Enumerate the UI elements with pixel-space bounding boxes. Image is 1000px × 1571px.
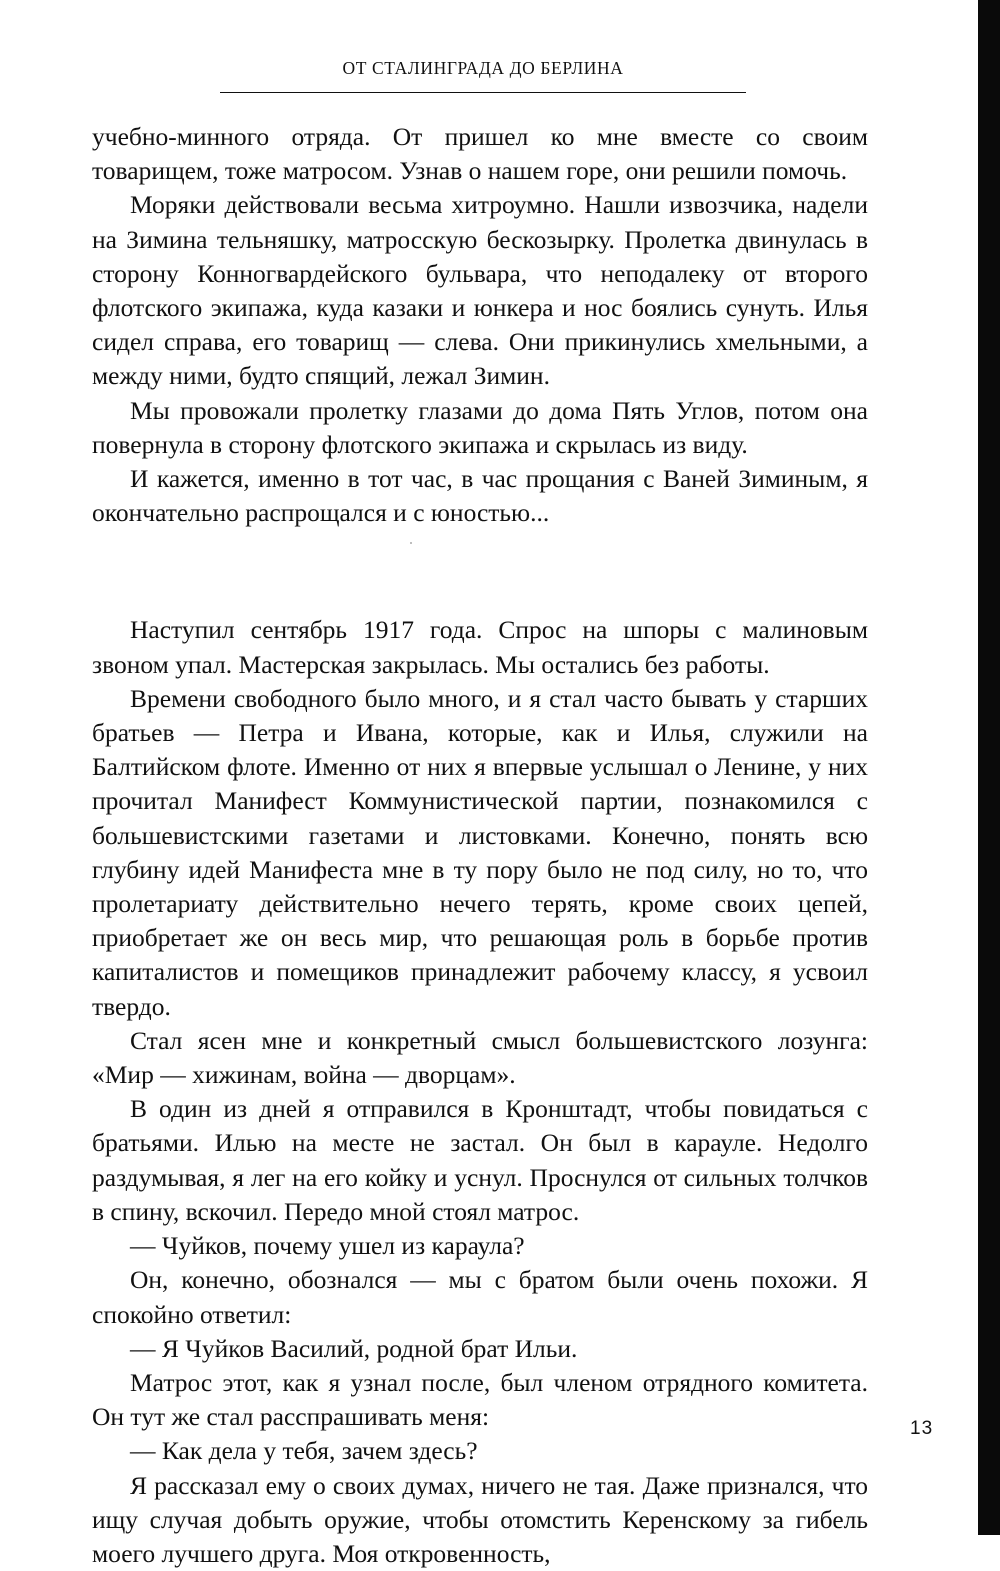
dialogue-line: — Как дела у тебя, зачем здесь? bbox=[130, 1436, 478, 1466]
paragraph: Времени свободного было много, и я стал часто бывать у старших братьев — Петра и Ивана, которые, как и Илья, служили на Балтийском флоте. Именно от них я впервые услышал о Ленине, у них прочитал Манифест Коммунистической партии, познакомился с большевистскими газетами и листовками. Конечно, понять всю глубину идей Манифеста мне в ту пору было не под силу, но то, что пролетариату действительно нечего терять, кроме своих цепей, приобретает же он весь мир, что решающая роль в борьбе против капиталистов и помещиков принадлежит рабочему классу, я усвоил твердо. bbox=[92, 683, 868, 1021]
section-break bbox=[92, 530, 868, 613]
header-rule bbox=[220, 92, 746, 93]
paragraph: И кажется, именно в тот час, в час прощания с Ваней Зиминым, я окончательно распрощался и с юностью... bbox=[92, 464, 868, 528]
body-text bbox=[92, 120, 868, 1571]
paragraph: учебно-минного отряда. От пришел ко мне вместе со своим товарищем, тоже матросом. Узнав о нашем горе, они решили помочь. bbox=[92, 122, 868, 186]
running-title: ОТ СТАЛИНГРАДА ДО БЕРЛИНА bbox=[342, 58, 624, 78]
paragraph: Мы провожали пролетку глазами до дома Пять Углов, потом она повернула в сторону флотского экипажа и скрылась из виду. bbox=[92, 395, 868, 459]
paragraph: Я рассказал ему о своих думах, ничего не тая. Даже признался, что ищу случая добыть оружие, чтобы отомстить Керенскому за гибель моего лучшего друга. Моя откровенность, bbox=[92, 1470, 868, 1568]
paragraph: В один из дней я отправился в Кронштадт, чтобы повидаться с братьями. Илью на месте не застал. Он был в карауле. Недолго раздумывая, я лег на его койку и уснул. Проснулся от сильных толчков в спину, вскочил. Передо мной стоял матрос. bbox=[92, 1094, 868, 1226]
dialogue-line: — Я Чуйков Василий, родной брат Ильи. bbox=[130, 1333, 578, 1363]
paragraph: Стал ясен мне и конкретный смысл большевистского лозунга: «Мир — хижинам, война — дворцам». bbox=[92, 1025, 868, 1090]
paragraph: Наступил сентябрь 1917 года. Спрос на шпоры с малиновым звоном упал. Мастерская закрылась. Мы остались без работы. bbox=[92, 615, 868, 679]
page-edge-shadow bbox=[978, 0, 1000, 1535]
paragraph: Он, конечно, обознался — мы с братом были очень похожи. Я спокойно ответил: bbox=[92, 1265, 868, 1329]
paragraph: Матрос этот, как я узнал после, был членом отрядного комитета. Он тут же стал расспрашивать меня: bbox=[92, 1367, 868, 1432]
paragraph: Моряки действовали весьма хитроумно. Нашли извозчика, надели на Зимина тельняшку, матросскую бескозырку. Пролетка двинулась в сторону Конногвардейского бульвара, что неподалеку от второго флотского экипажа, куда казаки и юнкера и нос боялись сунуть. Илья сидел справа, его товарищ — слева. Они прикинулись хмельными, а между ними, будто спящий, лежал Зимин. bbox=[92, 190, 868, 391]
dialogue-line: — Чуйков, почему ушел из караула? bbox=[130, 1231, 525, 1261]
section-break-mark bbox=[410, 542, 412, 544]
page-number: 13 bbox=[910, 1418, 934, 1439]
